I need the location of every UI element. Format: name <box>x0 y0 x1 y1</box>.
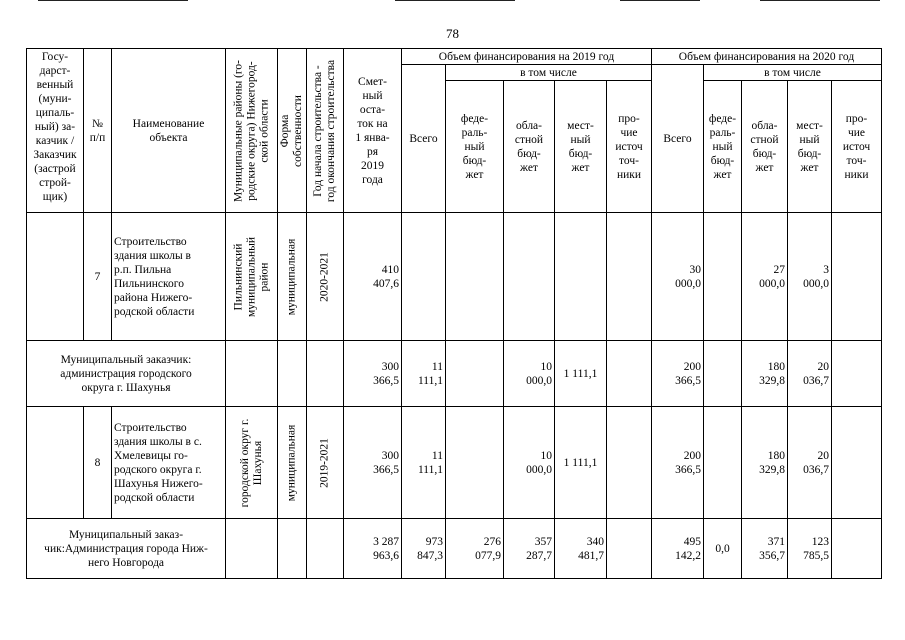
row-district: Пильнинский муниципальный район <box>226 213 278 341</box>
header-ownership: Форма собственности <box>278 49 307 213</box>
row-regional-2020: 27 000,0 <box>742 213 788 341</box>
group-estimate: 300 366,5 <box>344 341 402 407</box>
row-ownership: муниципальная <box>278 407 307 519</box>
group-local-2020: 123 785,5 <box>788 519 832 579</box>
header-incl-2019: в том числе <box>446 65 652 81</box>
header-federal-2019: феде- раль- ный бюд- жет <box>446 81 504 213</box>
header-estimate: Смет- ный оста- ток на 1 янва- ря 2019 года <box>344 49 402 213</box>
group-total-2019: 973 847,3 <box>402 519 446 579</box>
row-local-2020: 20 036,7 <box>788 407 832 519</box>
group-estimate: 3 287 963,6 <box>344 519 402 579</box>
row-object-name: Строительство здания школы в р.п. Пильна Пильнинского района Нижего- родской области <box>112 213 226 341</box>
group-regional-2020: 180 329,8 <box>742 341 788 407</box>
table-row <box>27 407 882 519</box>
financing-table <box>26 48 882 579</box>
row-num: 8 <box>84 407 112 519</box>
group-local-2020: 20 036,7 <box>788 341 832 407</box>
header-local-2020: мест- ный бюд- жет <box>788 81 832 213</box>
group-federal-2020: 0,0 <box>704 519 742 579</box>
header-fin-2019: Объем финансирования на 2019 год <box>402 49 652 65</box>
group-row <box>27 341 882 407</box>
group-row <box>27 519 882 579</box>
row-total-2019: 11 111,1 <box>402 407 446 519</box>
header-federal-2020: феде- раль- ный бюд- жет <box>704 81 742 213</box>
header-other-2019: про- чие источ точ- ники <box>607 81 652 213</box>
page-number: 78 <box>446 26 459 41</box>
row-regional-2019: 10 000,0 <box>504 407 555 519</box>
group-regional-2019: 357 287,7 <box>504 519 555 579</box>
header-name: Наименование объекта <box>112 49 226 213</box>
row-years: 2019-2021 <box>307 407 344 519</box>
header-other-2020: про- чие источ точ- ники <box>832 81 882 213</box>
header-regional-2019: обла- стной бюд- жет <box>504 81 555 213</box>
group-regional-2020: 371 356,7 <box>742 519 788 579</box>
row-regional-2020: 180 329,8 <box>742 407 788 519</box>
header-districts: Муниципальные районы (го- родские округа) Нижегород- ской области <box>226 49 278 213</box>
group-federal-2019: 276 077,9 <box>446 519 504 579</box>
row-local-2019: 1 111,1 <box>555 407 607 519</box>
group-customer-label: Муниципальный заказ- чик:Администрация города Ниж- него Новгорода <box>27 519 226 579</box>
group-total-2020: 200 366,5 <box>652 341 704 407</box>
scan-top-line <box>760 0 880 1</box>
row-estimate: 410 407,6 <box>344 213 402 341</box>
header-num: № п/п <box>84 49 112 213</box>
row-object-name: Строительство здания школы в с. Хмелевицы го- родского округа г. Шахунья Нижего- родской области <box>112 407 226 519</box>
row-estimate: 300 366,5 <box>344 407 402 519</box>
row-total-2020: 30 000,0 <box>652 213 704 341</box>
row-district: городской округ г. Шахунья <box>226 407 278 519</box>
row-num: 7 <box>84 213 112 341</box>
header-years: Год начала строительства - год окончания строительства <box>307 49 344 213</box>
scan-top-line <box>620 0 700 1</box>
row-total-2020: 200 366,5 <box>652 407 704 519</box>
scan-top-line <box>395 0 515 1</box>
header-incl-2020: в том числе <box>704 65 882 81</box>
header-fin-2020: Объем финансирования на 2020 год <box>652 49 882 65</box>
header-total-2020: Всего <box>652 65 704 213</box>
group-local-2019: 340 481,7 <box>555 519 607 579</box>
row-ownership: муниципальная <box>278 213 307 341</box>
group-regional-2019: 10 000,0 <box>504 341 555 407</box>
header-local-2019: мест- ный бюд- жет <box>555 81 607 213</box>
group-total-2020: 495 142,2 <box>652 519 704 579</box>
header-customer: Госу- дарст- венный (муни- ципаль- ный) за- казчик / Заказчик (застрой строй- щик) <box>27 49 84 213</box>
group-customer-label: Муниципальный заказчик: администрация городского округа г. Шахунья <box>27 341 226 407</box>
group-total-2019: 11 111,1 <box>402 341 446 407</box>
row-years: 2020-2021 <box>307 213 344 341</box>
row-local-2020: 3 000,0 <box>788 213 832 341</box>
group-local-2019: 1 111,1 <box>555 341 607 407</box>
table-row <box>27 213 882 341</box>
header-regional-2020: обла- стной бюд- жет <box>742 81 788 213</box>
header-total-2019: Всего <box>402 65 446 213</box>
scan-top-line <box>38 0 188 1</box>
